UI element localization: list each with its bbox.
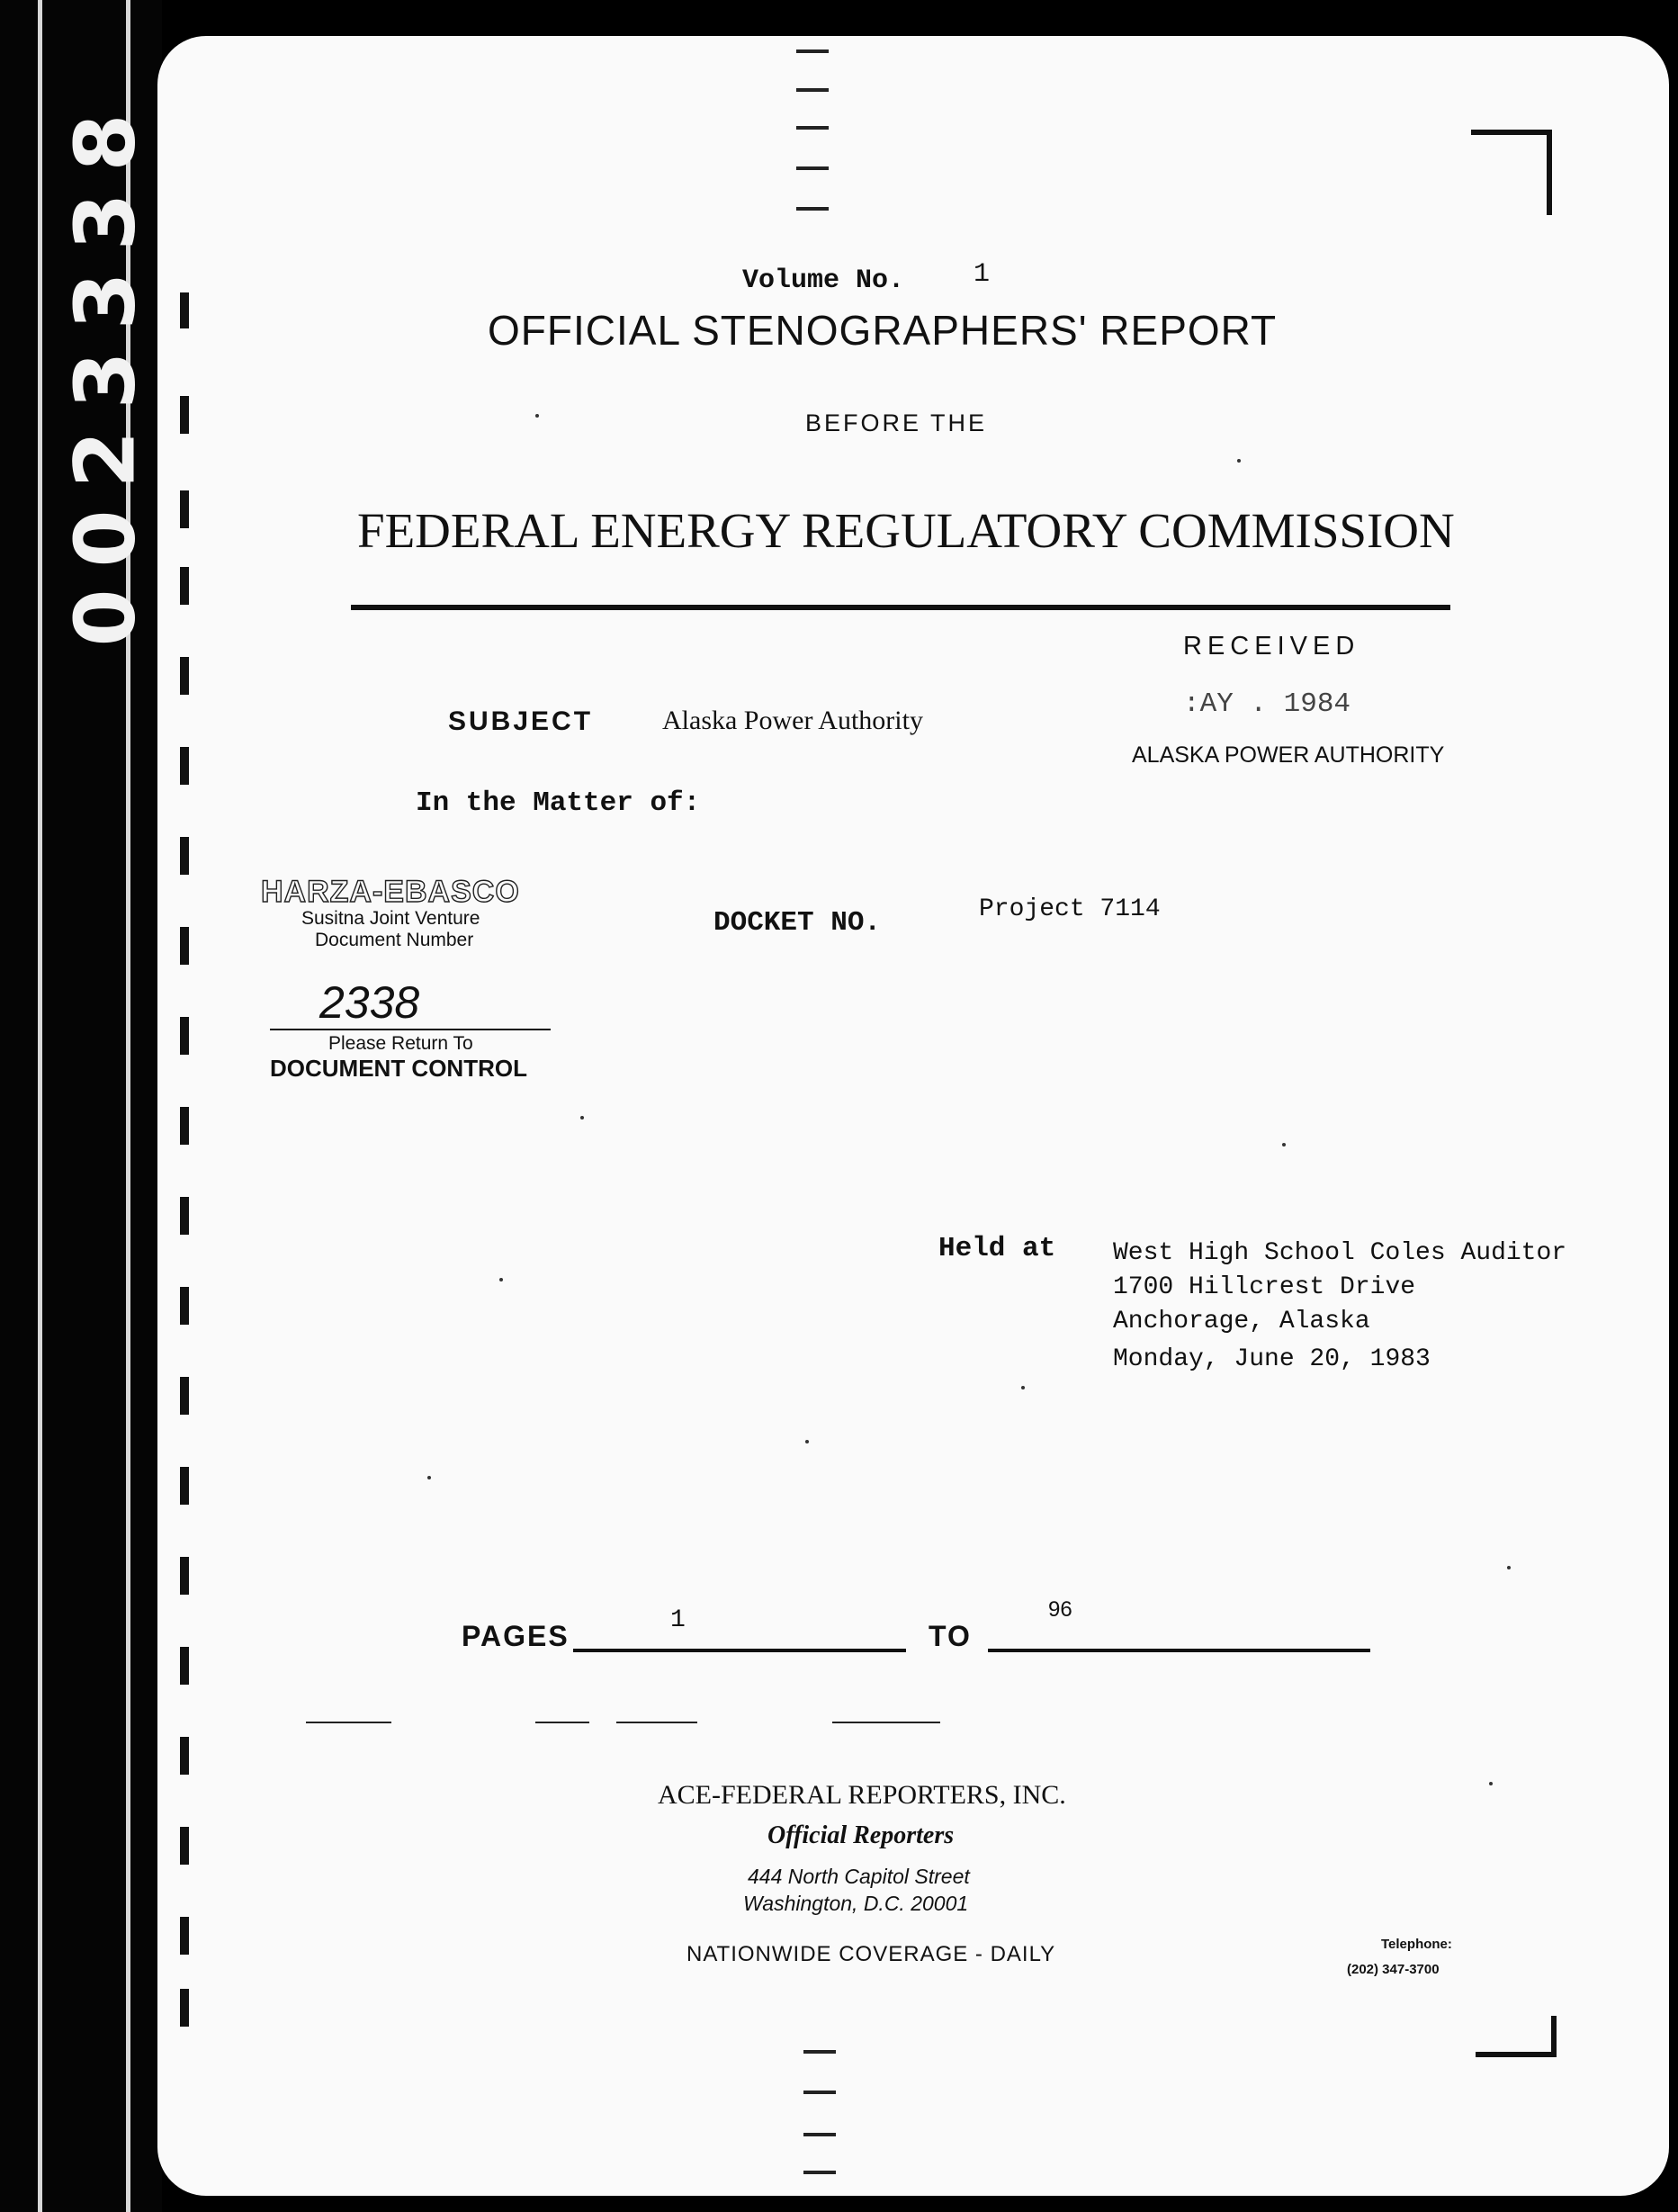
dashed-rule <box>832 1722 940 1723</box>
held-at-label: Held at <box>938 1233 1056 1264</box>
scan-speck <box>1282 1143 1286 1146</box>
binding-mark <box>180 1557 189 1595</box>
footer-phone: (202) 347-3700 <box>1347 1962 1440 1977</box>
harza-doc-number: 2338 <box>319 977 420 1028</box>
received-label: RECEIVED <box>1183 632 1360 661</box>
binding-mark <box>180 1107 189 1145</box>
pages-from: 1 <box>670 1606 686 1634</box>
pages-to-label: TO <box>929 1620 972 1652</box>
dashed-rule <box>535 1722 589 1723</box>
registration-dash <box>796 166 829 170</box>
binding-mark <box>180 1017 189 1055</box>
binding-mark <box>180 490 189 528</box>
binding-mark <box>180 1197 189 1235</box>
registration-dash <box>796 88 829 92</box>
volume-label: Volume No. <box>742 265 905 296</box>
binding-mark <box>180 837 189 875</box>
pages-from-line <box>573 1649 906 1652</box>
received-org: ALASKA POWER AUTHORITY <box>1132 742 1445 768</box>
harza-return-to: Please Return To <box>328 1033 473 1054</box>
subject-label: SUBJECT <box>448 706 594 736</box>
registration-dash <box>796 207 829 211</box>
document-page <box>157 36 1669 2196</box>
binding-mark <box>180 657 189 695</box>
binding-mark <box>180 1737 189 1775</box>
scan-speck <box>1021 1386 1025 1389</box>
harza-doc-label: Document Number <box>315 930 474 950</box>
binding-mark <box>180 1989 189 2027</box>
registration-dash <box>796 126 829 130</box>
film-frame-number <box>56 81 155 657</box>
binding-mark <box>180 292 189 328</box>
film-strip <box>0 0 162 2212</box>
binding-mark <box>180 396 189 434</box>
corner-mark <box>1476 2052 1557 2057</box>
binding-mark <box>180 1467 189 1505</box>
held-at-line: West High School Coles Auditor <box>1113 1239 1567 1267</box>
dashed-rule <box>616 1722 697 1723</box>
binding-mark <box>180 1647 189 1685</box>
binding-mark <box>180 747 189 785</box>
scan-speck <box>427 1476 431 1479</box>
dashed-rule <box>306 1722 391 1723</box>
binding-mark <box>180 1377 189 1415</box>
footer-company: ACE-FEDERAL REPORTERS, INC. <box>658 1780 1066 1810</box>
held-at-line: 1700 Hillcrest Drive <box>1113 1273 1416 1301</box>
footer-tagline: Official Reporters <box>767 1821 955 1849</box>
scan-speck <box>1507 1566 1511 1569</box>
matter-label: In the Matter of: <box>416 787 701 819</box>
harza-venture: Susitna Joint Venture <box>301 908 480 929</box>
scan-speck <box>805 1440 809 1443</box>
docket-value: Project 7114 <box>979 895 1161 923</box>
registration-dash <box>803 2050 836 2054</box>
volume-number: 1 <box>974 259 991 290</box>
registration-dash <box>803 2171 836 2174</box>
doc-number-underline <box>270 1029 551 1030</box>
film-number-text: 0023338 <box>57 91 154 647</box>
registration-dash <box>803 2133 836 2136</box>
registration-dash <box>803 2091 836 2094</box>
footer-address1: 444 North Capitol Street <box>748 1865 970 1888</box>
before-the: BEFORE THE <box>805 409 988 436</box>
pages-label: PAGES <box>462 1620 570 1652</box>
report-title: OFFICIAL STENOGRAPHERS' REPORT <box>488 307 1278 354</box>
binding-mark <box>180 567 189 605</box>
harza-company: HARZA-EBASCO <box>261 875 520 909</box>
film-edge-line <box>38 0 42 2212</box>
registration-dash <box>796 49 829 53</box>
footer-phone-label: Telephone: <box>1381 1937 1452 1952</box>
header-rule <box>351 605 1450 610</box>
footer-address2: Washington, D.C. 20001 <box>743 1892 969 1915</box>
harza-doc-control: DOCUMENT CONTROL <box>270 1055 527 1082</box>
held-at-line: Anchorage, Alaska <box>1113 1308 1370 1335</box>
binding-mark <box>180 1827 189 1865</box>
scan-speck <box>1237 459 1241 463</box>
docket-label: DOCKET NO. <box>713 907 882 939</box>
scan-speck <box>580 1116 584 1119</box>
commission-name: FEDERAL ENERGY REGULATORY COMMISSION <box>357 503 1455 558</box>
corner-mark <box>1471 130 1552 135</box>
scan-speck <box>535 414 539 418</box>
pages-to-line <box>988 1649 1370 1652</box>
held-at-line: Monday, June 20, 1983 <box>1113 1345 1431 1373</box>
footer-coverage: NATIONWIDE COVERAGE - DAILY <box>686 1942 1056 1966</box>
corner-mark <box>1551 2016 1557 2057</box>
received-date: :AY . 1984 <box>1183 688 1351 720</box>
subject-value: Alaska Power Authority <box>662 706 923 735</box>
pages-to: 96 <box>1048 1597 1072 1622</box>
binding-mark <box>180 927 189 965</box>
binding-mark <box>180 1287 189 1325</box>
scan-speck <box>499 1278 503 1281</box>
corner-mark <box>1547 130 1552 215</box>
scan-speck <box>1489 1782 1493 1785</box>
binding-mark <box>180 1917 189 1955</box>
